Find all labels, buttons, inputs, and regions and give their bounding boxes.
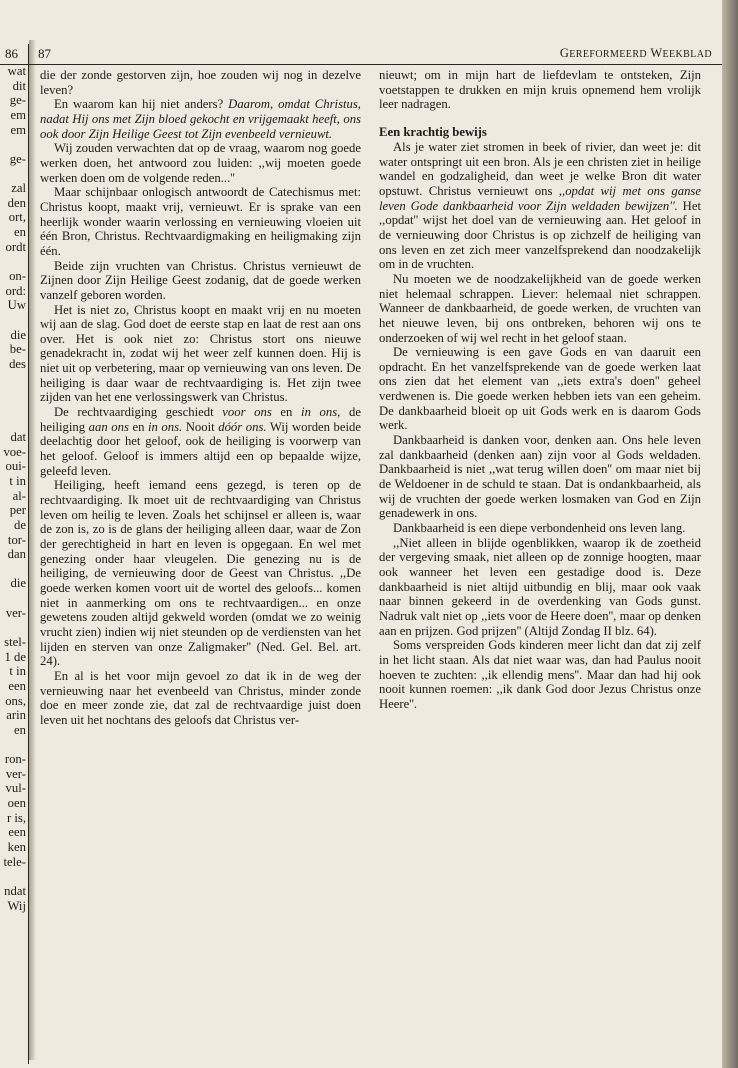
italic-text: in ons, bbox=[301, 405, 341, 420]
fragment-line: ordt bbox=[5, 239, 26, 254]
paragraph bbox=[40, 141, 361, 185]
text-run: Beide zijn vruchten van Christus. Christus vernieuwt de Zijnen door Zijn Heilige Geest zodanig, dat de goede werken vanzelf geboren worden. bbox=[40, 258, 361, 302]
fragment-line bbox=[0, 869, 26, 884]
fragment-line: vul- bbox=[5, 781, 26, 796]
fragment-line: arin bbox=[6, 708, 26, 723]
italic-text: dóór ons. bbox=[218, 419, 267, 434]
paragraph bbox=[379, 638, 701, 711]
fragment-line: on- bbox=[9, 268, 26, 283]
fragment-line: een bbox=[8, 825, 26, 840]
text-run: Als je water ziet stromen in beek of rivier, dan weet je: dit water ontspringt uit een bron. Als je een christen ziet in heilige wandel en godzaligheid, dan weet je welke Bron dit water opstuwt. Christus vernieuwt ons bbox=[379, 139, 701, 198]
paragraph bbox=[379, 345, 701, 433]
fragment-line: ons, bbox=[5, 693, 26, 708]
fragment-line bbox=[0, 591, 26, 606]
fragment-line: ndat bbox=[4, 883, 26, 898]
text-run: de heiliging bbox=[40, 405, 361, 434]
text-run: en bbox=[128, 419, 148, 434]
fragment-line: tor- bbox=[7, 532, 26, 547]
paragraph bbox=[40, 669, 361, 728]
text-run: ,,Niet alleen in blijde ogenblikken, waarop ik de zoetheid der vergeving smaak, niet alleen op de zonnige hoogten, maar ook wanneer het leven een gestadige dood is. Deze dankbaarheid is niet altijd uitbundig en blij, maar ook vaak naar binnen gekeerd in de overdenking van Gods gunst. Nadruk valt niet op ,,iets voor de Heere doen'', maar op denken aan en prijzen. God prijzen'' (Altijd Zondag II blz. 64). bbox=[379, 535, 701, 638]
fragment-line bbox=[0, 620, 26, 635]
previous-page-number: 86 bbox=[5, 46, 18, 61]
fragment-line: een bbox=[8, 678, 26, 693]
fragment-line: ge- bbox=[9, 93, 26, 108]
fragment-line: dit bbox=[12, 78, 26, 93]
fragment-line bbox=[0, 415, 26, 430]
paragraph bbox=[379, 140, 701, 272]
text-run: En al is het voor mijn gevoel zo dat ik in de weg der vernieuwing naar het evenbeeld van Christus, minder zonde doe en meer zonde zie, dat zal de rechtvaardige juist doen leven uit het nochtans des geloofs dat Christus ver- bbox=[40, 668, 361, 727]
fragment-line: voe- bbox=[3, 444, 26, 459]
fragment-line bbox=[0, 562, 26, 577]
fragment-line: per bbox=[9, 503, 26, 518]
italic-text: Daarom, omdat Christus, nadat Hij ons met Zijn bloed gekocht en vrijgemaakt heeft, ons ook door Zijn Heilige Geest tot Zijn evenbeeld vernieuwt. bbox=[40, 97, 361, 141]
fragment-line: em bbox=[10, 122, 26, 137]
text-run: Wij worden beide deelachtig door het geloof, ook de heiliging is voorwerp van het geloof. Geloof is immers altijd een op bepaalde wijze, geleefd leven. bbox=[40, 419, 362, 478]
text-run: Dankbaarheid is danken voor, denken aan. Ons hele leven zal dankbaarheid (denken aan) zijn voor al Gods weldaden. Dankbaarheid is niet ,,wat terug willen doen'' om maar niet bij de Weldoener in de schuld te staan. Dat is ondankbaarheid, als wij de vruchten der goede werken losmaken van God en Zijn genadewerk in ons. bbox=[379, 433, 701, 521]
text-run: Het is niet zo, Christus koopt en maakt vrij en nu moeten wij aan de slag. God doet de eerste stap en laat de rest aan ons over. Het is ook niet zo: Christus stort ons nieuwe genadekracht in, zodat wij het weer zelf kunnen doen. Hij is niet uit op verbetering, maar op vernieuwing van ons leven. De heiliging is daar waar de rechtvaardiging is. Het zijn twee zijden van het ene verlossingswerk van Christus. bbox=[40, 302, 361, 405]
fragment-line: 1 de bbox=[4, 649, 26, 664]
text-run: Maar schijnbaar onlogisch antwoordt de Catechismus met: Christus koopt, maakt vrij, vernieuwt. Er is sprake van een heerlijk wonder waarin verlossing en vernieuwing vloeien uit één Bron, Christus. Rechtvaardigmaking en heiligmaking zijn één. bbox=[40, 185, 361, 258]
text-run: en bbox=[271, 405, 302, 420]
fragment-line bbox=[0, 386, 26, 401]
text-run: Soms verspreiden Gods kinderen meer licht dan dat zij zelf in het licht staan. Als dat niet waar was, dan had Paulus nooit hoeven te zuchten: ,,ik ellendig mens''. Maar dan had hij ook nooit kunnen roemen: ,,ik dank God door Jezus Christus onze Heere''. bbox=[379, 638, 701, 711]
paragraph bbox=[40, 259, 361, 303]
fragment-line: Wij bbox=[7, 898, 26, 913]
fragment-line: be- bbox=[9, 342, 26, 357]
fragment-line: oui- bbox=[5, 459, 26, 474]
paragraph bbox=[40, 68, 361, 97]
text-run: nieuwt; om in mijn hart de liefdevlam te ontsteken, Zijn voetstappen te drukken en mijn kruis opnemend hem vrolijk leer nadragen. bbox=[379, 68, 701, 112]
paragraph bbox=[379, 68, 701, 112]
paragraph bbox=[40, 303, 361, 406]
fragment-line: die bbox=[10, 327, 26, 342]
fragment-line: oen bbox=[7, 796, 26, 811]
fragment-line: en bbox=[14, 225, 26, 240]
paragraph bbox=[40, 97, 361, 141]
fragment-line bbox=[0, 166, 26, 181]
right-text-column bbox=[379, 68, 701, 712]
header-rule bbox=[0, 64, 722, 65]
fragment-line: ron- bbox=[4, 752, 26, 767]
fragment-line: dat bbox=[10, 430, 26, 445]
fragment-line: t in bbox=[9, 664, 26, 679]
fragment-line: ort, bbox=[8, 210, 26, 225]
fragment-line: stel- bbox=[4, 634, 26, 649]
binding-gutter bbox=[29, 40, 36, 1060]
fragment-line bbox=[0, 254, 26, 269]
fragment-line: t in bbox=[9, 473, 26, 488]
fragment-line: em bbox=[10, 107, 26, 122]
fragment-line: r is, bbox=[6, 810, 26, 825]
fragment-line bbox=[0, 371, 26, 386]
fragment-line: zal bbox=[11, 181, 26, 196]
paragraph bbox=[379, 536, 701, 639]
text-run: Heiliging, heeft iemand eens gezegd, is teren op de rechtvaardiging. Ik moet uit de rechtvaardiging van Christus leven om heilig te leven. Zoals het schijnsel er alleen is, waar de zon is, zo is de glans der heiliging alleen daar, waar de Zon der gerechtigheid in hart en leven is opgegaan. En wel met genezing onder haar vleugelen. Die genezing nu is de heiliging, de vernieuwing door de Geest van Christus. ,,De goede werken komen voort uit de wortel des geloofs... komen niet in aanmerking om ons te rechtvaardigen... en onze gewetens zouden altijd gekweld worden (omdat we zo weinig vrucht zien) indien wij niet steunden op de verdiensten van het lijden en sterven van onze Zaligmaker'' (Ned. Gel. Bel. art. 24). bbox=[40, 478, 361, 669]
fragment-line bbox=[0, 137, 26, 152]
fragment-line: des bbox=[9, 356, 26, 371]
fragment-line: de bbox=[14, 517, 26, 532]
paragraph bbox=[379, 433, 701, 521]
text-run: Wij zouden verwachten dat op de vraag, waarom nog goede werken doen, het antwoord zou luiden: ,,wij moeten goede werken doen om de volgende reden...'' bbox=[40, 141, 361, 185]
fragment-line: en bbox=[14, 722, 26, 737]
text-run: die der zonde gestorven zijn, hoe zouden wij nog in dezelve leven? bbox=[40, 68, 361, 97]
text-run: En waarom kan hij niet anders? bbox=[54, 97, 229, 112]
italic-text: aan ons bbox=[88, 419, 129, 434]
fragment-line: ge- bbox=[9, 151, 26, 166]
page-edge bbox=[722, 0, 738, 1068]
fragment-line: Uw bbox=[7, 298, 26, 313]
fragment-line: ord: bbox=[5, 283, 26, 298]
paragraph bbox=[40, 405, 361, 478]
left-text-column bbox=[40, 68, 361, 728]
fragment-line: ver- bbox=[5, 766, 26, 781]
text-run: Nooit bbox=[182, 419, 219, 434]
italic-text: voor ons bbox=[222, 405, 272, 420]
fragment-line: al- bbox=[12, 488, 26, 503]
running-title: GEREFORMEERD WEEKBLAD bbox=[559, 46, 712, 60]
fragment-line: den bbox=[7, 195, 26, 210]
text-run: De rechtvaardiging geschiedt bbox=[54, 405, 223, 420]
italic-text: ,,opdat wij met ons ganse leven Gode dankbaarheid voor Zijn weldaden bewijzen''. bbox=[379, 183, 701, 213]
fragment-line: ver- bbox=[5, 605, 26, 620]
fragment-line: tele- bbox=[3, 854, 26, 869]
paragraph bbox=[379, 521, 701, 536]
previous-page-fragments bbox=[0, 64, 26, 913]
fragment-line: wat bbox=[7, 64, 26, 78]
text-run: Dankbaarheid is een diepe verbondenheid ons leven lang. bbox=[393, 521, 686, 536]
text-run: Het ,,opdat'' wijst het doel van de vernieuwing aan. Het geloof in de vernieuwing door Christus is op zichzelf de heiliging van ons leven en zet zich meer vanzelfsprekend dan noodzakelijk om in de vruchten. bbox=[379, 198, 701, 272]
text-run: De vernieuwing is een gave Gods en van daaruit een opdracht. En het vanzelfsprekende van de goede werken laat ons zien dat het element van ,,iets extra's doen'' geheel verdwenen is. Die goede werken hebben iets van een geheim. De dankbaarheid bloeit op uit Gods werk en is daarom Gods werk. bbox=[379, 345, 701, 433]
italic-text: in ons. bbox=[147, 419, 183, 434]
paragraph bbox=[40, 185, 361, 258]
page-divider-line bbox=[28, 44, 29, 1064]
paragraph bbox=[379, 272, 701, 345]
fragment-line bbox=[0, 737, 26, 752]
fragment-line: dan bbox=[7, 547, 26, 562]
fragment-line: die bbox=[10, 576, 26, 591]
text-run: Nu moeten we de noodzakelijkheid van de goede werken niet helemaal schrappen. Liever: helemaal niet schrappen. Wanneer de dankbaarheid, de goede werken, de vruchten van het nieuwe leven, bij ons ontbreken, behoren wij ons te onderzoeken of wij wel recht in het geloof staan. bbox=[379, 271, 701, 345]
section-heading: Een krachtig bewijs bbox=[379, 124, 487, 139]
paragraph bbox=[40, 478, 361, 669]
fragment-line bbox=[0, 313, 26, 328]
fragment-line: ken bbox=[7, 839, 26, 854]
fragment-line bbox=[0, 401, 26, 416]
page-number: 87 bbox=[38, 46, 51, 61]
